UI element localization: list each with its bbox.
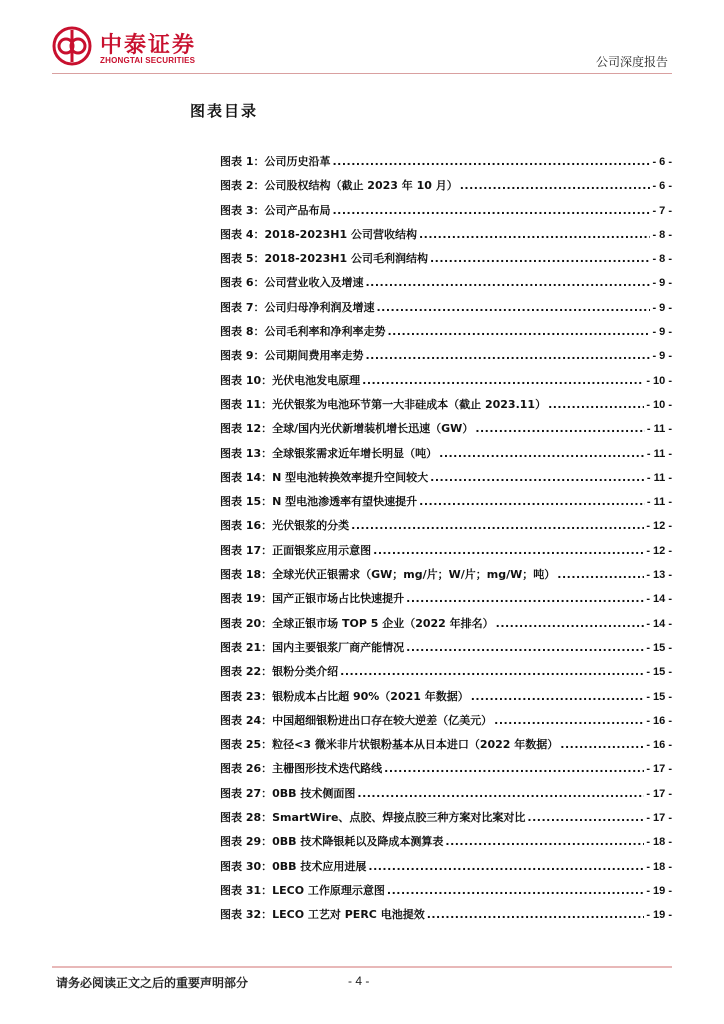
toc-entry-page: - 9 - [652,350,672,363]
toc-leader-dots [548,398,644,411]
toc-entry-page: - 6 - [652,180,672,193]
toc-entry[interactable] [220,469,672,493]
toc-entry-label: 图表 9：公司期间费用率走势 [220,349,364,363]
toc-entry-page: - 6 - [652,156,672,168]
toc-entry-label: 图表 11：光伏银浆为电池环节第一大非硅成本（截止 2023.11） [220,397,547,411]
figure-table-of-contents [220,153,672,931]
toc-entry[interactable] [220,153,672,177]
toc-leader-dots [387,884,644,897]
toc-entry-page: - 7 - [652,204,672,217]
toc-entry-label: 图表 19：国产正银市场占比快速提升 [220,592,405,606]
toc-leader-dots [460,179,651,192]
toc-entry[interactable] [220,615,672,639]
toc-leader-dots [340,665,644,678]
toc-entry[interactable] [220,420,672,444]
toc-entry-label: 图表 32：LECO 工艺对 PERC 电池提效 [220,908,425,922]
toc-entry-label: 图表 12：全球/国内光伏新增装机增长迅速（GW） [220,422,474,436]
toc-entry[interactable] [220,323,672,347]
report-type: 公司深度报告 [595,55,668,69]
toc-entry-page: - 13 - [646,569,672,582]
toc-leader-dots [373,544,644,557]
toc-entry-label: 图表 4：2018-2023H1 公司营收结构 [220,227,417,241]
footer-divider [52,966,672,968]
toc-entry-page: - 16 - [646,714,672,727]
toc-entry-label: 图表 28：SmartWire、点胶、焊接点胶三种方案对比案对比 [220,811,526,825]
toc-entry-page: - 16 - [646,739,672,752]
toc-leader-dots [406,641,644,654]
page-header [0,0,724,80]
toc-entry-label: 图表 20：全球正银市场 TOP 5 企业（2022 年排名） [220,616,494,630]
toc-entry-label: 图表 22：银粉分类介绍 [220,665,339,679]
toc-entry-page: - 17 - [646,763,672,776]
zhongtai-logo-icon [52,26,92,66]
logo-text-en: ZHONGTAI SECURITIES [100,56,196,65]
toc-entry[interactable] [220,712,672,736]
toc-entry[interactable] [220,833,672,857]
toc-leader-dots [445,835,644,848]
toc-leader-dots [368,860,644,873]
disclaimer-note: 请务必阅读正文之后的重要声明部分 [56,976,249,990]
toc-leader-dots [471,690,645,703]
toc-leader-dots [427,908,645,921]
toc-entry-page: - 9 - [652,301,672,314]
toc-entry-label: 图表 30：0BB 技术应用进展 [220,859,367,873]
toc-entry-page: - 11 - [646,471,672,484]
company-logo [52,26,232,72]
toc-entry[interactable] [220,226,672,250]
toc-entry-label: 图表 21：国内主要银浆厂商产能情况 [220,640,405,654]
page-number: - 4 - [348,974,370,988]
toc-leader-dots [362,374,644,387]
toc-entry-page: - 9 - [652,326,672,339]
toc-entry-label: 图表 6：公司营业收入及增速 [220,276,364,290]
header-divider [52,73,672,74]
toc-entry-page: - 12 - [646,520,672,533]
toc-entry-page: - 15 - [646,690,672,703]
toc-entry-page: - 11 - [646,447,672,460]
toc-leader-dots [387,325,650,338]
toc-entry-label: 图表 23：银粉成本占比超 90%（2021 年数据） [220,689,469,703]
toc-entry-label: 图表 5：2018-2023H1 公司毛利润结构 [220,252,428,266]
toc-entry[interactable] [220,177,672,201]
toc-entry[interactable] [220,639,672,663]
toc-entry-page: - 17 - [646,787,672,800]
toc-leader-dots [557,568,644,581]
toc-entry-label: 图表 16：光伏银浆的分类 [220,519,350,533]
toc-leader-dots [430,252,650,265]
toc-entry[interactable] [220,566,672,590]
toc-entry-page: - 15 - [646,666,672,679]
toc-entry[interactable] [220,882,672,906]
toc-leader-dots [365,349,650,362]
toc-leader-dots [475,422,645,435]
toc-entry[interactable] [220,809,672,833]
toc-entry[interactable] [220,906,672,930]
toc-entry-page: - 11 - [646,496,672,509]
toc-entry-page: - 8 - [652,228,672,241]
toc-entry-page: - 18 - [646,860,672,873]
toc-entry-label: 图表 14：N 型电池转换效率提升空间较大 [220,470,429,484]
toc-entry-page: - 11 - [646,423,672,436]
toc-entry-page: - 14 - [646,617,672,630]
toc-leader-dots [351,519,644,532]
toc-entry-page: - 17 - [646,812,672,825]
toc-entry[interactable] [220,542,672,566]
toc-leader-dots [419,228,650,241]
toc-entry[interactable] [220,785,672,809]
toc-entry-page: - 19 - [646,909,672,922]
toc-entry-page: - 18 - [646,836,672,849]
toc-entry[interactable] [220,663,672,687]
toc-entry-page: - 14 - [646,593,672,606]
toc-entry-label: 图表 25：粒径<3 微米非片状银粉基本从日本进口（2022 年数据） [220,738,559,752]
toc-entry-page: - 15 - [646,641,672,654]
toc-entry[interactable] [220,372,672,396]
toc-entry-label: 图表 2：公司股权结构（截止 2023 年 10 月） [220,179,458,193]
toc-leader-dots [494,714,644,727]
toc-leader-dots [419,495,645,508]
toc-entry-label: 图表 29：0BB 技术降银耗以及降成本测算表 [220,835,444,849]
toc-entry-page: - 19 - [646,884,672,897]
toc-entry-label: 图表 10：光伏电池发电原理 [220,373,361,387]
toc-entry[interactable] [220,202,672,226]
toc-entry[interactable] [220,299,672,323]
toc-leader-dots [430,471,645,484]
toc-title: 图表目录 [190,102,259,120]
toc-entry-label: 图表 18：全球光伏正银需求（GW；mg/片；W/片；mg/W；吨） [220,568,556,582]
toc-entry[interactable] [220,858,672,882]
toc-entry[interactable] [220,517,672,541]
toc-leader-dots [332,155,650,168]
toc-entry[interactable] [220,396,672,420]
toc-entry[interactable] [220,736,672,760]
toc-entry[interactable] [220,250,672,274]
toc-entry[interactable] [220,347,672,371]
toc-entry[interactable] [220,274,672,298]
toc-leader-dots [376,301,650,314]
toc-entry-page: - 8 - [652,253,672,266]
toc-entry[interactable] [220,688,672,712]
logo-text-cn: 中泰证券 [100,33,197,58]
toc-entry-label: 图表 31：LECO 工作原理示意图 [220,883,385,897]
toc-leader-dots [384,762,644,775]
toc-entry[interactable] [220,760,672,784]
toc-leader-dots [496,617,645,630]
toc-entry-page: - 10 - [646,374,672,387]
toc-entry-label: 图表 13：全球银浆需求近年增长明显（吨） [220,446,438,460]
toc-entry-label: 图表 3：公司产品布局 [220,203,331,217]
toc-entry-page: - 12 - [646,544,672,557]
toc-entry-page: - 9 - [652,277,672,290]
toc-leader-dots [332,204,650,217]
toc-entry-label: 图表 1：公司历史沿革 [220,155,331,168]
toc-entry-label: 图表 26：主栅图形技术迭代路线 [220,762,383,776]
toc-entry-label: 图表 7：公司归母净利润及增速 [220,300,375,314]
toc-entry[interactable] [220,445,672,469]
toc-entry-label: 图表 27：0BB 技术侧面图 [220,786,356,800]
toc-entry-label: 图表 17：正面银浆应用示意图 [220,543,372,557]
toc-entry-label: 图表 15：N 型电池渗透率有望快速提升 [220,495,418,509]
toc-leader-dots [406,592,644,605]
toc-entry[interactable] [220,590,672,614]
toc-leader-dots [439,447,645,460]
toc-entry-label: 图表 24：中国超细银粉进出口存在较大逆差（亿美元） [220,713,493,727]
toc-leader-dots [560,738,644,751]
toc-entry-page: - 10 - [646,398,672,411]
toc-entry[interactable] [220,493,672,517]
toc-leader-dots [357,787,644,800]
toc-leader-dots [527,811,644,824]
toc-leader-dots [365,276,650,289]
toc-entry-label: 图表 8：公司毛利率和净利率走势 [220,325,386,339]
